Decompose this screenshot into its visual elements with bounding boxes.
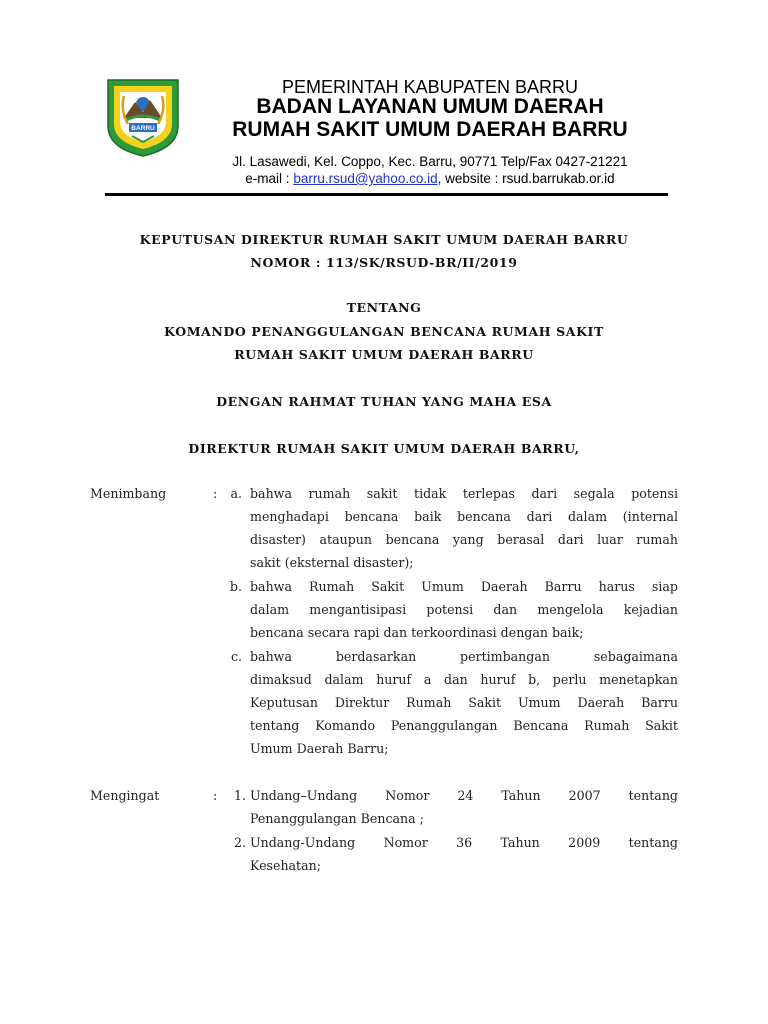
letterhead-agency: BADAN LAYANAN UMUM DAERAH bbox=[256, 95, 604, 118]
mengingat-colon: : bbox=[213, 788, 218, 803]
mengingat-1-line1: Undang–Undang Nomor 24 Tahun 2007 tentang bbox=[250, 788, 678, 803]
svg-text:BARRU: BARRU bbox=[131, 125, 155, 132]
decree-subject-line2: RUMAH SAKIT UMUM DAERAH BARRU bbox=[234, 347, 534, 362]
menimbang-c-line5: Umum Daerah Barru; bbox=[250, 741, 389, 756]
menimbang-c-line3: Keputusan Direktur Rumah Sakit Umum Daerah Barru bbox=[250, 695, 678, 710]
menimbang-b-line2: dalam mengantisipasi potensi dan mengelola kejadian bbox=[250, 602, 678, 617]
menimbang-a-line2: menghadapi bencana baik bencana dari dalam (internal bbox=[250, 509, 678, 524]
mengingat-label: Mengingat bbox=[90, 788, 160, 803]
menimbang-c-line2: dimaksud dalam huruf a dan huruf b, perlu menetapkan bbox=[250, 672, 678, 687]
letterhead-hospital: RUMAH SAKIT UMUM DAERAH BARRU bbox=[232, 118, 628, 141]
menimbang-c-line4: tentang Komando Penanggulangan Bencana Rumah Sakit bbox=[250, 718, 678, 733]
mengingat-2-line2: Kesehatan; bbox=[250, 858, 321, 873]
letterhead-government: PEMERINTAH KABUPATEN BARRU bbox=[281, 77, 579, 97]
menimbang-a-line4: sakit (eksternal disaster); bbox=[250, 555, 414, 570]
decree-blessing: DENGAN RAHMAT TUHAN YANG MAHA ESA bbox=[216, 394, 552, 409]
menimbang-mark-c: c. bbox=[230, 649, 242, 664]
menimbang-b-line3: bencana secara rapi dan terkoordinasi dengan baik; bbox=[250, 625, 584, 640]
menimbang-label: Menimbang bbox=[90, 486, 167, 501]
letterhead-divider bbox=[105, 193, 668, 196]
menimbang-b-line1: bahwa Rumah Sakit Umum Daerah Barru harus siap bbox=[250, 579, 678, 594]
email-link[interactable]: barru.rsud@yahoo.co.id bbox=[293, 171, 438, 186]
menimbang-a-line1: bahwa rumah sakit tidak terlepas dari segala potensi bbox=[250, 486, 678, 501]
mengingat-1-line2: Penanggulangan Bencana ; bbox=[250, 811, 424, 826]
decree-about: TENTANG bbox=[346, 300, 422, 315]
decree-subject-line1: KOMANDO PENANGGULANGAN BENCANA RUMAH SAKIT bbox=[164, 324, 604, 339]
decree-title: KEPUTUSAN DIREKTUR RUMAH SAKIT UMUM DAERAH BARRU bbox=[139, 232, 629, 247]
menimbang-colon: : bbox=[213, 486, 218, 501]
menimbang-c-line1: bahwa berdasarkan pertimbangan sebagaimana bbox=[250, 649, 678, 664]
mengingat-2-line1: Undang-Undang Nomor 36 Tahun 2009 tentang bbox=[250, 835, 678, 850]
website-text: , website : rsud.barrukab.or.id bbox=[437, 171, 615, 186]
menimbang-mark-b: b. bbox=[229, 579, 242, 594]
letterhead-address: Jl. Lasawedi, Kel. Coppo, Kec. Barru, 90771 Telp/Fax 0427-21221 bbox=[232, 154, 628, 169]
mengingat-mark-1: 1. bbox=[233, 788, 246, 803]
email-label: e-mail : bbox=[245, 171, 294, 186]
decree-number: NOMOR : 113/SK/RSUD-BR/II/2019 bbox=[250, 255, 518, 270]
letterhead-contact bbox=[150, 171, 710, 186]
mengingat-mark-2: 2. bbox=[233, 835, 246, 850]
menimbang-mark-a: a. bbox=[230, 486, 242, 501]
menimbang-a-line3: disaster) ataupun bencana yang berasal dari luar rumah bbox=[250, 532, 678, 547]
decree-director: DIREKTUR RUMAH SAKIT UMUM DAERAH BARRU, bbox=[188, 441, 580, 456]
